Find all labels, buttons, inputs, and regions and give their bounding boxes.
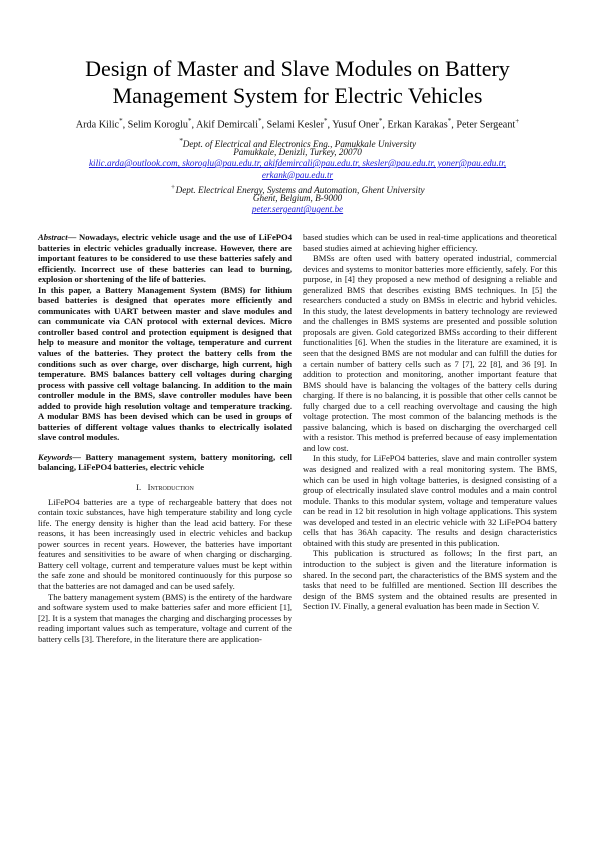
author-name: Peter Sergeant <box>456 119 516 131</box>
affiliation-1-emails[interactable] <box>40 158 555 169</box>
author-affiliation-mark: + <box>515 117 520 125</box>
author-affiliation-mark: * <box>187 117 192 125</box>
keywords-label: Keywords <box>38 451 73 462</box>
author-name: Selim Koroglu <box>127 119 188 131</box>
right-column <box>303 232 557 612</box>
keywords-text: Battery management system, battery monitoring, cell balancing, LiFePO4 batteries, electric vehicle <box>38 451 292 473</box>
email-link-sergeant[interactable]: peter.sergeant@ugent.be <box>251 204 344 214</box>
affiliation-1-emails-2[interactable] <box>40 170 555 181</box>
author-affiliation-mark: * <box>323 117 328 125</box>
intro-p2: The battery management system (BMS) is the entirety of the hardware and software system used to make batteries safer and more efficient [1],[2]. It is a system that manages the charging and discharging processes by reading important values such as temperature, voltage and current of the battery cells [3]. Therefore, in the literature there are application- <box>38 591 292 644</box>
affiliation-2-dept: Dept. Electrical Energy, Systems and Automation, Ghent University <box>175 185 425 196</box>
author-name: Selami Kesler <box>266 119 324 131</box>
author-name: Erkan Karakas <box>387 119 448 131</box>
author-name: Akif Demircali <box>195 119 258 131</box>
right-p2: In this study, for LiFePO4 batteries, slave and main controller system was designed and realized with a real monitoring system. The BMS, which can be used in high voltage batteries, is designed consisting of a group of electrically insulated slave control modules and a main control module. Thanks to this modular system, voltage and temperature values can be read in 12 bit resolution in high voltage applications. This system was developed and tested in an electric vehicle with 32 LiFePO4 battery cells that has 36Ah capacity. The results and design characteristics obtained with this study are presented in this publication. <box>303 453 557 548</box>
abstract-text-1: Nowadays, electric vehicle usage and the use of LiFePO4 batteries in electric vehicles gradually increase. However, there are important features to be considered to use these batteries safely and efficiently. Incorrect use of these batteries can lead to burning, explosion or shortening of the life of batteries. <box>38 232 292 285</box>
abstract-p1 <box>38 232 292 285</box>
author-name: Arda Kilic <box>75 119 120 131</box>
section-1-title: Introduction <box>147 482 194 493</box>
right-p1: BMSs are often used with battery operated industrial, commercial devices and systems to monitor batteries more efficiently, safely. For this purpose, in [4] they proposed a new method of designing a reliable and generalized BMS that describes existing BMS techniques. In [5] the researchers conducted a study on BMSs in electric and hybrid vehicles. In this study, the latest developments in battery technology are reviewed and the challenges in BMS systems are presented and possible solution proposals are given. Gold categorized BMSs according to their different functionalities [6]. When the studies in the literature are examined, it is seen that the designed BMS are not modular and can fulfill the duties for a certain number of battery cells such as 7 [7], 22 [8], and 36 [9]. In addition to protection and monitoring, another important feature that BMS should have is balancing the voltages of the battery cells during charging. If there is no balancing, it is possible that other cells cannot be fully charged due to a cell reaching overvoltage and causing the high voltage protection. The most common of the balancing methods is the passive balancing, which is based on discharging the overcharged cell with a resistor. This method is preferred because of easy implementation and low cost. <box>303 253 557 453</box>
author-affiliation-mark: * <box>257 117 262 125</box>
affiliation-2-address: Ghent, Belgium, B-9000 <box>252 192 343 203</box>
author-affiliation-mark: * <box>378 117 383 125</box>
affiliation-1-dept: Dept. of Electrical and Electronics Eng., Pamukkale University <box>182 139 417 150</box>
author-affiliation-mark: * <box>447 117 452 125</box>
affiliation-2-emails[interactable] <box>40 204 555 215</box>
affiliation-1-mark: * <box>178 136 183 145</box>
abstract-dash: — <box>67 232 80 242</box>
author-name: Yusuf Oner <box>332 119 379 131</box>
email-links-line1[interactable]: kilic.arda@outlook.com, skoroglu@pau.edu.tr, akifdemircali@pau.edu.tr, skesler@pau.edu.tr, yoner@pau.edu.tr, <box>88 158 507 168</box>
paper-title: Design of Master and Slave Modules on Battery Management System for Electric Vehicles <box>85 56 510 108</box>
right-p3: This publication is structured as follows; In the first part, an introduction to the subject is given and the literature information is shared. In the second part, the characteristics of the BMS system and the tasks that need to be fulfilled are mentioned. Section III describes the design of the BMS system and the obtained results are presented in Section IV. Finally, a general evaluation has been made in Section V. <box>303 548 557 612</box>
abstract-label: Abstract <box>38 232 68 242</box>
intro-p1: LiFePO4 batteries are a type of rechargeable battery that does not contain toxic substances, have high temperature stability and long cycle life. The energy density is higher than the lead acid battery. For these reasons, it has been increasingly used in electric vehicles and backup power sources in recent years. However, the batteries have important features and sensitivities to be aware of when charging or discharging. Battery cell voltage, current and temperature values must be kept within the safe zone and should be monitored continuously for this purpose so that the batteries are not damaged and can be used safely. <box>38 496 292 591</box>
author-affiliation-mark: * <box>119 117 123 125</box>
section-1-heading <box>38 482 292 493</box>
keywords: Keywords— Battery management system, battery monitoring, cell balancing, LiFePO4 batteries, electric vehicle <box>38 451 292 473</box>
abstract-p2: In this paper, a Battery Management System (BMS) for lithium based batteries is designed that operates more efficiently and communicates with UART between master and slave modules and can communicate via CAN protocol with external devices. Micro controller based control and protection equipment is designed that help to measure and monitor the voltage, temperature and current values of the batteries. They protect the battery cells from the conditions such as over charge, over discharge, high current, high temperature. BMS balances battery cell voltages during charging process with passive cell voltage balancing. In addition to the main controller module in the BMS, slave controller modules have been added to provide high resolution voltage and temperature tracking. A modular BMS has been devised which can be used in groups of batteries of different voltage values thanks to electrically isolated slave control modules. <box>38 284 292 443</box>
left-column <box>38 232 292 644</box>
author-list: Arda Kilic*, Selim Koroglu*, Akif Demircali*, Selami Kesler*, Yusuf Oner*, Erkan Karakas*, Peter Sergeant+ <box>75 117 520 131</box>
affiliation-1-address: Pamukkale, Denizli, Turkey, 20070 <box>233 146 362 157</box>
section-1-number: I. <box>136 482 142 493</box>
right-p0: based studies which can be used in real-time applications and theoretical based studies aimed at achieving higher efficiency. <box>303 232 557 253</box>
email-links-line2[interactable]: erkank@pau.edu.tr <box>261 169 334 180</box>
affiliation-2-mark: + <box>170 182 176 191</box>
